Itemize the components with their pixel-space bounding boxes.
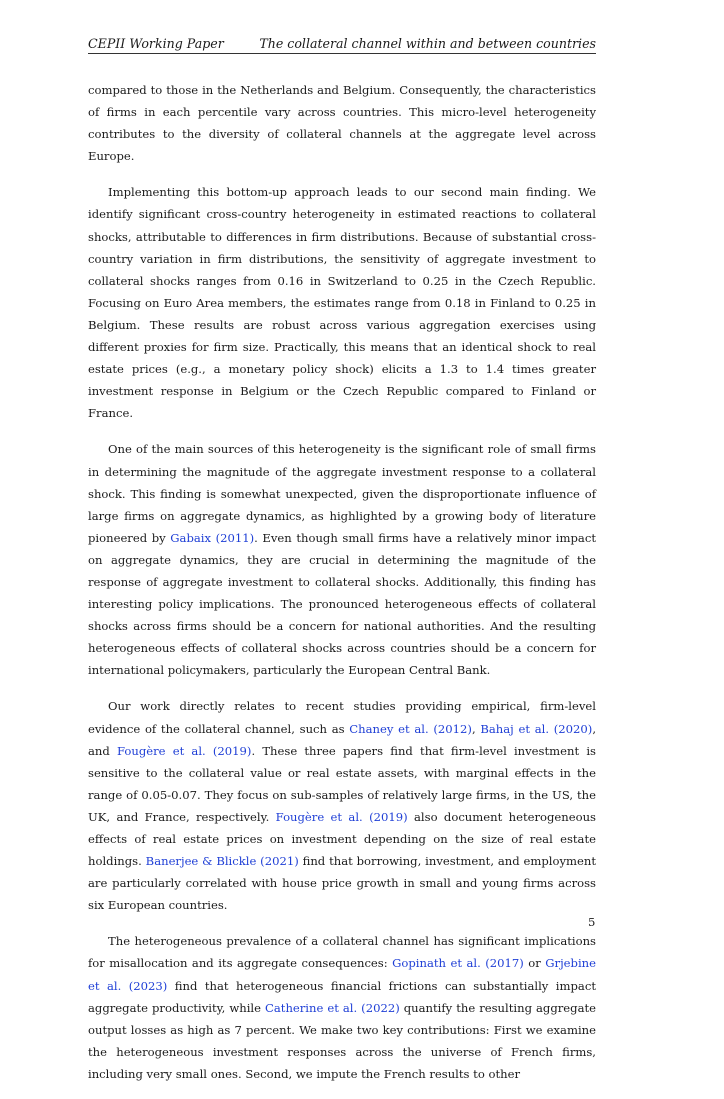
citation-banerjee-blickle-2021[interactable]: Banerjee & Blickle (2021) bbox=[145, 854, 299, 869]
paragraph-5-text: The heterogeneous prevalence of a collateral channel has significant implications for misallocation and its aggregate consequences: bbox=[88, 934, 596, 971]
paragraph-2 bbox=[88, 181, 596, 424]
paragraph-1 bbox=[88, 79, 596, 167]
citation-chaney-2012[interactable]: Chaney et al. (2012) bbox=[349, 721, 472, 736]
paragraph-4-text: Our work directly relates to recent studies providing empirical, firm-level evidence of the collateral channel, such as bbox=[88, 699, 596, 736]
header-right-title: The collateral channel within and between countries bbox=[259, 36, 596, 51]
citation-fougere-2019[interactable]: Fougère et al. (2019) bbox=[275, 809, 408, 824]
paragraph-2-text: Implementing this bottom-up approach leads to our second main finding. We identify significant cross-country heterogeneity in estimated reactions to collateral shocks, attributable to differences in firm distributions. Because of substantial cross-country variation in firm distributions, the sensitivity of aggregate investment to collateral shocks ranges from 0.16 in Switzerland to 0.25 in the Czech Republic. Focusing on Euro Area members, the estimates range from 0.18 in Finland to 0.25 in Belgium. These results are robust across various aggregation exercises using different proxies for firm size. Practically, this means that an identical shock to real estate prices (e.g., a monetary policy shock) elicits a 1.3 to 1.4 times greater investment response in Belgium or the Czech Republic compared to Finland or France. bbox=[88, 185, 596, 421]
body-text bbox=[88, 79, 596, 1099]
citation-bahaj-2020[interactable]: Bahaj et al. (2020) bbox=[480, 721, 593, 736]
running-header bbox=[88, 36, 596, 51]
citation-gopinath-2017[interactable]: Gopinath et al. (2017) bbox=[392, 956, 524, 971]
citation-fougere-2019[interactable]: Fougère et al. (2019) bbox=[116, 743, 252, 758]
citation-gabaix-2011[interactable]: Gabaix (2011) bbox=[170, 530, 255, 545]
page-number: 5 bbox=[588, 915, 596, 929]
paragraph-4-text: find that borrowing, investment, and employment are particularly correlated with house price growth in small and young firms across six European countries. bbox=[88, 854, 597, 913]
citation-grjebine-2023[interactable]: Grjebine et al. (2023) bbox=[88, 956, 596, 993]
paragraph-1-text: compared to those in the Netherlands and Belgium. Consequently, the characteristics of firms in each percentile vary across countries. This micro-level heterogeneity contributes to the diversity of collateral channels at the aggregate level across Europe. bbox=[88, 83, 596, 164]
header-rule bbox=[88, 53, 596, 54]
paragraph-3 bbox=[88, 438, 596, 681]
paragraph-5-text: quantify the resulting aggregate output losses as high as 7 percent. We make two key contributions: First we examine the heterogeneous investment responses across the universe of French firms, including very small ones. Second, we impute the French results to other bbox=[88, 1000, 597, 1081]
paragraph-5 bbox=[88, 930, 596, 1085]
paragraph-5-text: find that heterogeneous financial frictions can substantially impact aggregate productivity, while bbox=[88, 978, 596, 1015]
paragraph-3-text: . Even though small firms have a relatively minor impact on aggregate dynamics, they are crucial in determining the magnitude of the response of aggregate investment to collateral shocks. Additionally, this finding has interesting policy implications. The pronounced heterogeneous effects of collateral shocks across firms should be a concern for national authorities. And the resulting heterogeneous effects of collateral shocks across countries should be a concern for international policymakers, particularly the European Central Bank. bbox=[88, 530, 596, 678]
paragraph-4-text: , and bbox=[88, 721, 597, 758]
paragraph-3-text: One of the main sources of this heterogeneity is the significant role of small firms in determining the magnitude of the aggregate investment response to a collateral shock. This finding is somewhat unexpected, given the disproportionate influence of large firms on aggregate dynamics, as highlighted by a growing body of literature pioneered by bbox=[88, 442, 596, 545]
paragraph-5-text: or bbox=[523, 956, 546, 971]
paragraph-4-text: , bbox=[471, 721, 481, 736]
header-left-title: CEPII Working Paper bbox=[88, 36, 224, 51]
paragraph-4-text: . These three papers find that firm-level investment is sensitive to the collateral value or real estate assets, with marginal effects in the range of 0.05-0.07. They focus on sub-samples of relatively large firms, in the US, the UK, and France, respectively. bbox=[88, 743, 596, 824]
paragraph-4 bbox=[88, 695, 596, 916]
citation-catherine-2022[interactable]: Catherine et al. (2022) bbox=[265, 1000, 400, 1015]
paragraph-4-text: also document heterogeneous effects of real estate prices on investment depending on the size of real estate holdings. bbox=[88, 809, 596, 869]
